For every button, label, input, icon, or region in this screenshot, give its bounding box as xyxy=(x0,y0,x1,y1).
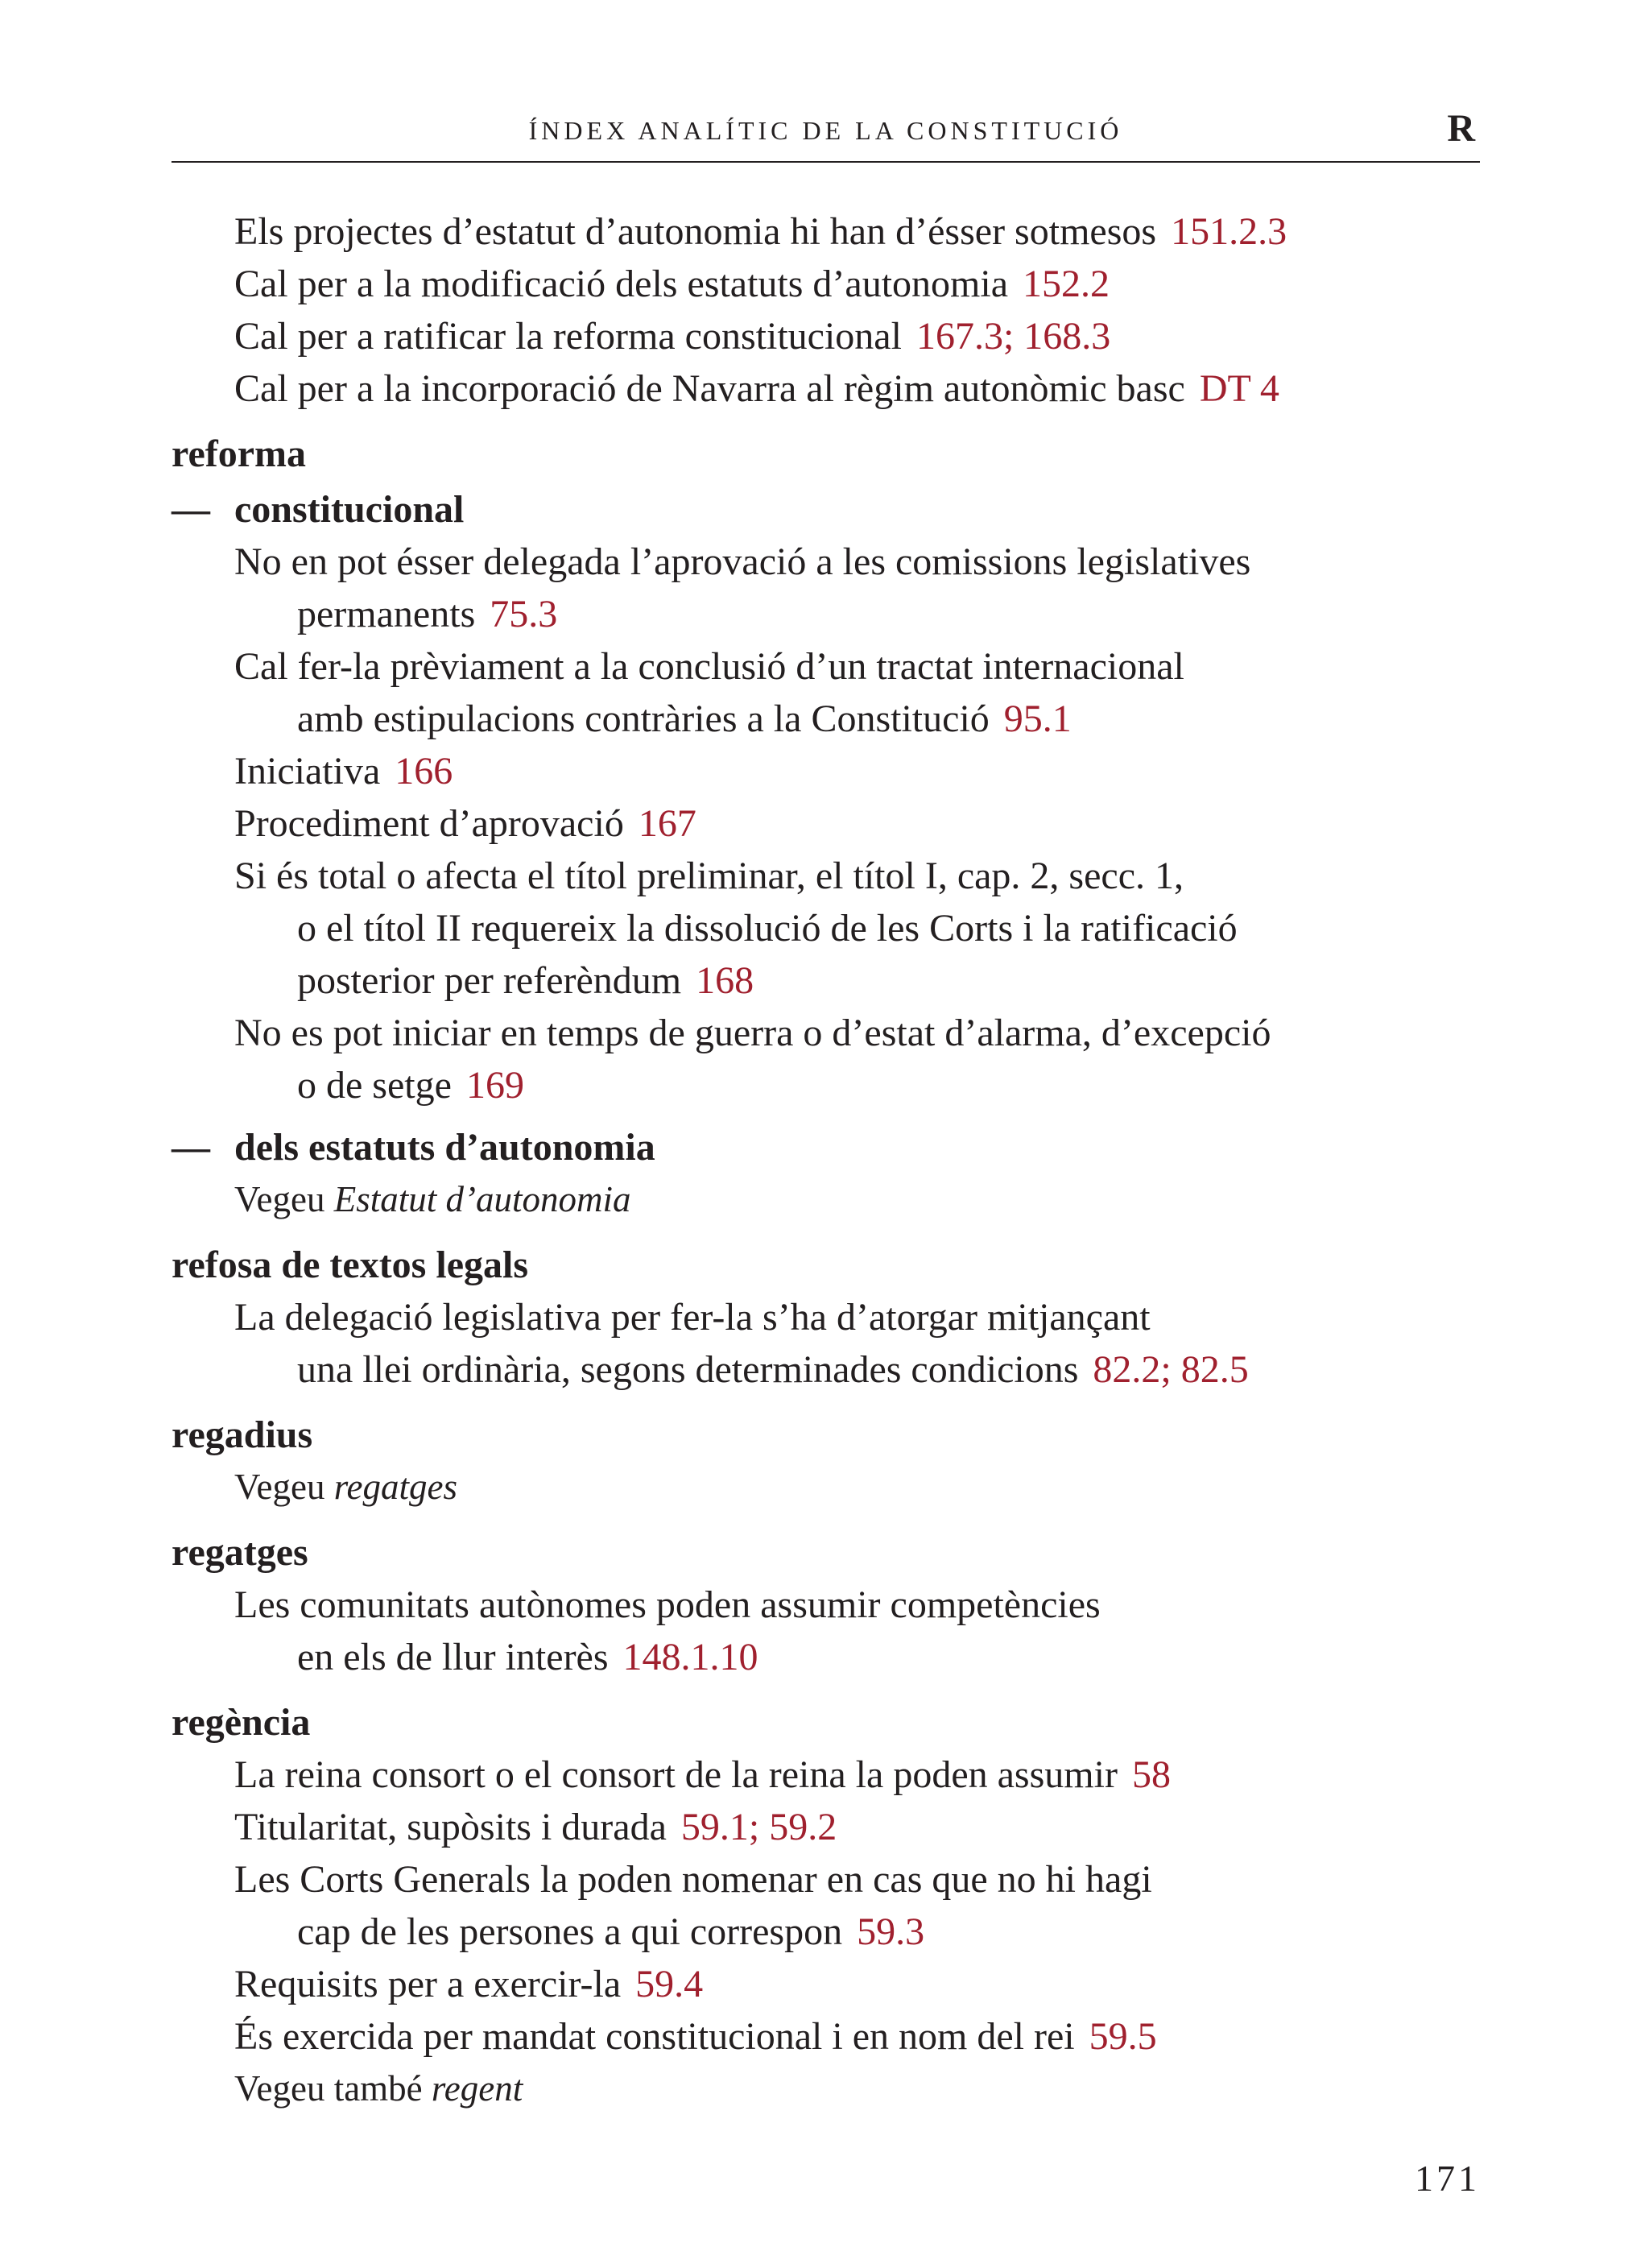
em-dash: — xyxy=(172,488,210,531)
article-reference: 166 xyxy=(395,750,453,793)
index-item xyxy=(172,797,1480,850)
article-reference: 151.2.3 xyxy=(1171,210,1287,253)
index-headword: regència xyxy=(172,1701,311,1744)
index-item xyxy=(172,1749,1480,1801)
index-item xyxy=(172,310,1480,362)
cross-reference xyxy=(172,1461,1480,1513)
see-target-link[interactable]: regent xyxy=(431,2068,523,2109)
index-item-text: Cal per a ratificar la reforma constitucional xyxy=(234,315,902,358)
article-reference: 59.5 xyxy=(1089,2015,1157,2058)
index-item-text: cap de les persones a qui correspon xyxy=(297,1910,843,1953)
index-item-text: La reina consort o el consort de la reina la poden assumir xyxy=(234,1753,1118,1796)
index-item-text: Cal per a la incorporació de Navarra al règim autonòmic basc xyxy=(234,367,1185,410)
index-headword: regadius xyxy=(172,1413,313,1456)
index-item-text: No es pot iniciar en temps de guerra o d’estat d’alarma, d’excepció xyxy=(234,1012,1271,1054)
index-item xyxy=(172,2010,1480,2063)
article-reference: 82.2; 82.5 xyxy=(1093,1348,1249,1391)
index-entry-refosa xyxy=(172,1239,1480,1396)
index-item-continuation xyxy=(234,1059,1480,1111)
index-item-text: És exercida per mandat constitucional i en nom del rei xyxy=(234,2015,1075,2058)
see-target-link[interactable]: Estatut d’autonomia xyxy=(333,1179,631,1219)
article-reference: 169 xyxy=(465,1064,524,1107)
index-body xyxy=(172,205,1480,2115)
article-reference: 152.2 xyxy=(1023,263,1110,305)
article-reference: DT 4 xyxy=(1199,367,1279,410)
index-item xyxy=(172,1853,1480,1958)
index-item-text: No en pot ésser delegada l’aprovació a les comissions legislatives xyxy=(234,540,1251,583)
article-reference: 59.1; 59.2 xyxy=(680,1806,837,1848)
index-item-text: amb estipulacions contràries a la Constitució xyxy=(297,697,990,740)
index-item xyxy=(172,258,1480,310)
index-item-text: Cal fer-la prèviament a la conclusió d’un tractat internacional xyxy=(234,645,1184,688)
see-target-link[interactable]: regatges xyxy=(333,1467,458,1507)
index-item xyxy=(172,536,1480,640)
index-headword: reforma xyxy=(172,432,307,475)
index-item-text: La delegació legislativa per fer-la s’ha d’atorgar mitjançant xyxy=(234,1296,1151,1339)
index-item-text: o de setge xyxy=(297,1064,452,1107)
index-item-text: Requisits per a exercir-la xyxy=(234,1963,622,2005)
article-reference: 168 xyxy=(696,959,754,1002)
index-item-text: posterior per referèndum xyxy=(297,959,682,1002)
running-head xyxy=(172,107,1480,163)
article-reference: 95.1 xyxy=(1003,697,1072,740)
index-item-text: una llei ordinària, segons determinades condicions xyxy=(297,1348,1079,1391)
index-item xyxy=(172,745,1480,797)
article-reference: 148.1.10 xyxy=(622,1636,758,1678)
page-number: 171 xyxy=(1415,2158,1480,2199)
index-item-continuation xyxy=(234,1631,1480,1683)
index-item-text: Iniciativa xyxy=(234,750,381,793)
index-item-text: Titularitat, supòsits i durada xyxy=(234,1806,667,1848)
see-label: Vegeu xyxy=(234,1179,325,1219)
index-item-text: Cal per a la modificació dels estatuts d’autonomia xyxy=(234,263,1009,305)
index-item xyxy=(172,850,1480,1007)
index-headword: refosa de textos legals xyxy=(172,1244,529,1286)
subheadword-text: constitucional xyxy=(234,488,465,531)
index-item xyxy=(172,205,1480,258)
index-item-continuation xyxy=(234,1343,1480,1396)
index-item xyxy=(172,362,1480,415)
index-entry-continuation xyxy=(172,205,1480,415)
cross-reference xyxy=(172,1173,1480,1226)
subheadword-text: dels estatuts d’autonomia xyxy=(234,1126,655,1169)
index-item xyxy=(172,1579,1480,1683)
article-reference: 167.3; 168.3 xyxy=(915,315,1111,358)
cross-reference xyxy=(172,2063,1480,2115)
index-item-continuation xyxy=(234,1906,1480,1958)
index-entry-reforma xyxy=(172,428,1480,1226)
index-item-text: Els projectes d’estatut d’autonomia hi han d’ésser sotmesos xyxy=(234,210,1157,253)
section-letter: R xyxy=(1447,107,1475,150)
index-item-text: Les comunitats autònomes poden assumir competències xyxy=(234,1583,1101,1626)
index-item xyxy=(172,1007,1480,1111)
article-reference: 167 xyxy=(638,802,696,845)
article-reference: 59.3 xyxy=(857,1910,925,1953)
article-reference: 59.4 xyxy=(635,1963,704,2005)
article-reference: 58 xyxy=(1131,1753,1171,1796)
index-item-text: permanents xyxy=(297,593,476,635)
index-item-continuation xyxy=(234,954,1480,1007)
index-item xyxy=(172,1291,1480,1396)
running-title: ÍNDEX ANALÍTIC DE LA CONSTITUCIÓ xyxy=(528,116,1123,145)
index-subheadword xyxy=(172,483,1480,536)
index-item xyxy=(172,1801,1480,1853)
index-subheadword xyxy=(172,1121,1480,1173)
index-item-text: Procediment d’aprovació xyxy=(234,802,624,845)
index-item xyxy=(172,1958,1480,2010)
index-item-text: en els de llur interès xyxy=(297,1636,609,1678)
index-headword: regatges xyxy=(172,1531,308,1574)
index-item-text: Si és total o afecta el títol preliminar, el títol I, cap. 2, secc. 1, xyxy=(234,855,1184,897)
em-dash: — xyxy=(172,1126,210,1169)
index-item-text: Les Corts Generals la poden nomenar en cas que no hi hagi xyxy=(234,1858,1152,1901)
see-label: Vegeu xyxy=(234,1467,325,1507)
index-entry-regencia xyxy=(172,1696,1480,2115)
index-item-text: o el títol II requereix la dissolució de les Corts i la ratificació xyxy=(297,907,1238,950)
index-entry-regadius xyxy=(172,1409,1480,1513)
index-item-continuation xyxy=(234,693,1480,745)
article-reference: 75.3 xyxy=(490,593,558,635)
see-label: Vegeu també xyxy=(234,2068,423,2109)
index-item xyxy=(172,640,1480,745)
index-item-continuation xyxy=(234,588,1480,640)
index-entry-regatges xyxy=(172,1526,1480,1683)
